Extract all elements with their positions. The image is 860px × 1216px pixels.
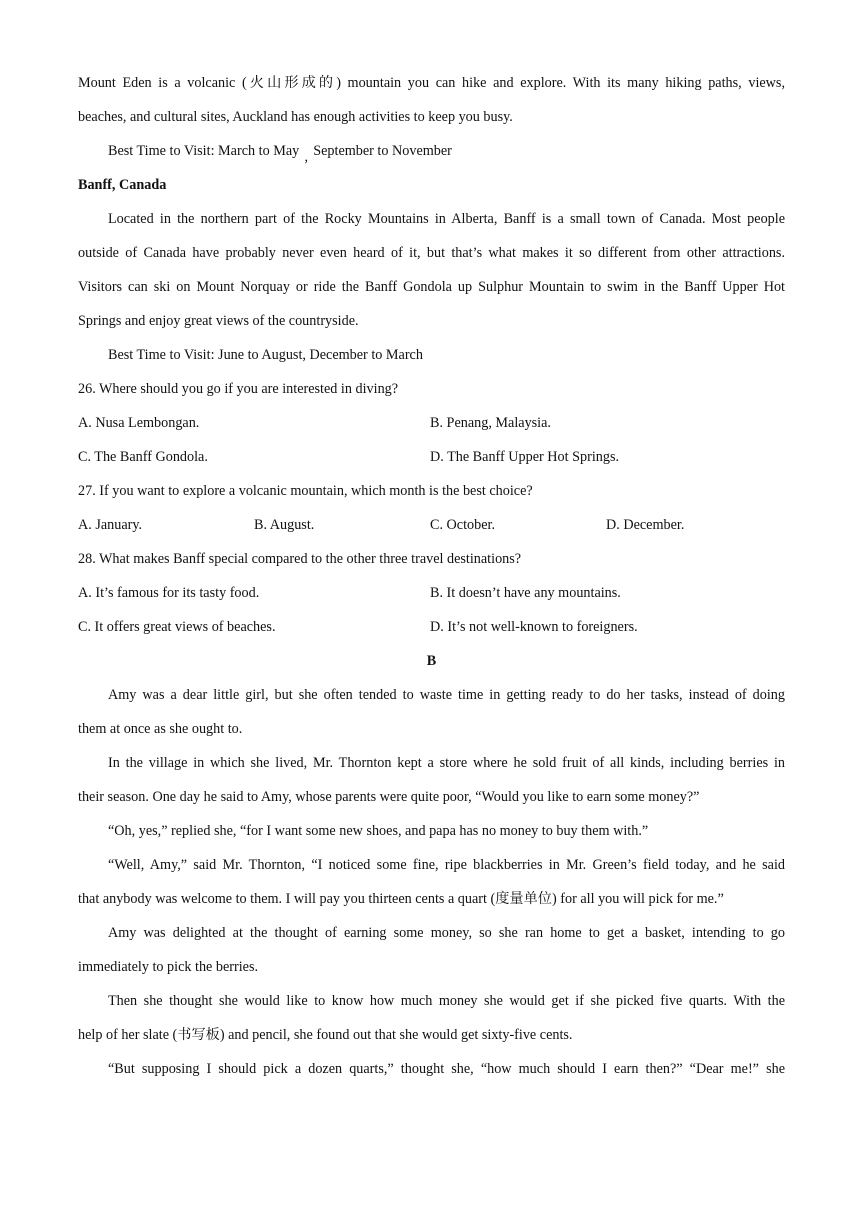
- paragraph-line: their season. One day he said to Amy, whose parents were quite poor, “Would you like to earn some money?”: [78, 789, 700, 805]
- paragraph-line: “But supposing I should pick a dozen quarts,” thought she, “how much should I earn then?” “Dear me!” she: [108, 1061, 785, 1077]
- question-27: 27. If you want to explore a volcanic mountain, which month is the best choice?: [78, 483, 533, 499]
- section-heading-banff: Banff, Canada: [78, 177, 167, 193]
- option-a: A. January.: [78, 517, 143, 533]
- best-time-banff: Best Time to Visit: June to August, December to March: [108, 347, 423, 363]
- option-a: A. It’s famous for its tasty food.: [78, 585, 260, 601]
- options-row: [78, 406, 785, 440]
- paragraph-line: outside of Canada have probably never even heard of it, but that’s what makes it so different from other attractions.: [78, 245, 785, 261]
- best-time-part: Best Time to Visit: March to May: [108, 143, 300, 159]
- options-row: [78, 576, 785, 610]
- paragraph-line: “Well, Amy,” said Mr. Thornton, “I noticed some fine, ripe blackberries in Mr. Green’s field today, and he said: [108, 857, 785, 873]
- section-heading-b: B: [426, 653, 437, 669]
- options-row: [78, 440, 785, 474]
- option-d: D. December.: [606, 517, 685, 533]
- paragraph-line: them at once as she ought to.: [78, 721, 243, 737]
- paragraph-line: Then she thought she would like to know how much money she would get if she picked five quarts. With the: [108, 993, 785, 1009]
- question-26: 26. Where should you go if you are interested in diving?: [78, 381, 399, 397]
- paragraph-line: immediately to pick the berries.: [78, 959, 259, 975]
- paragraph-line: Visitors can ski on Mount Norquay or ride the Banff Gondola up Sulphur Mountain to swim in the Banff Upper Hot: [78, 279, 785, 295]
- paragraph-line: “Oh, yes,” replied she, “for I want some new shoes, and papa has no money to buy them with.”: [108, 823, 649, 839]
- option-b: B. August.: [254, 517, 315, 533]
- option-c: C. October.: [430, 517, 496, 533]
- option-a: A. Nusa Lembongan.: [78, 415, 200, 431]
- paragraph-line: Located in the northern part of the Rocky Mountains in Alberta, Banff is a small town of Canada. Most people: [108, 211, 785, 227]
- document-page: [78, 66, 785, 1086]
- best-time-auckland: [78, 134, 785, 168]
- options-row: [78, 508, 785, 542]
- paragraph-line: In the village in which she lived, Mr. Thornton kept a store where he sold fruit of all kinds, including berries in: [108, 755, 785, 771]
- best-time-separator: ,: [304, 149, 308, 165]
- option-d: D. It’s not well-known to foreigners.: [430, 619, 638, 635]
- option-c: C. It offers great views of beaches.: [78, 619, 276, 635]
- options-row: [78, 610, 785, 644]
- paragraph-line: help of her slate (书写板) and pencil, she found out that she would get sixty-five cents.: [78, 1027, 573, 1043]
- paragraph-line: that anybody was welcome to them. I will pay you thirteen cents a quart (度量单位) for all you will pick for me.”: [78, 891, 724, 907]
- paragraph-line: Mount Eden is a volcanic (火山形成的) mountain you can hike and explore. With its many hiking paths, views,: [78, 75, 785, 91]
- option-c: C. The Banff Gondola.: [78, 449, 208, 465]
- paragraph-line: beaches, and cultural sites, Auckland has enough activities to keep you busy.: [78, 109, 513, 125]
- paragraph-line: Amy was a dear little girl, but she often tended to waste time in getting ready to do her tasks, instead of doing: [108, 687, 785, 703]
- question-28: 28. What makes Banff special compared to the other three travel destinations?: [78, 551, 522, 567]
- best-time-part: September to November: [313, 143, 452, 159]
- paragraph-line: Springs and enjoy great views of the countryside.: [78, 313, 359, 329]
- option-b: B. It doesn’t have any mountains.: [430, 585, 621, 601]
- paragraph-line: Amy was delighted at the thought of earning some money, so she ran home to get a basket, intending to go: [108, 925, 785, 941]
- option-b: B. Penang, Malaysia.: [430, 415, 551, 431]
- option-d: D. The Banff Upper Hot Springs.: [430, 449, 620, 465]
